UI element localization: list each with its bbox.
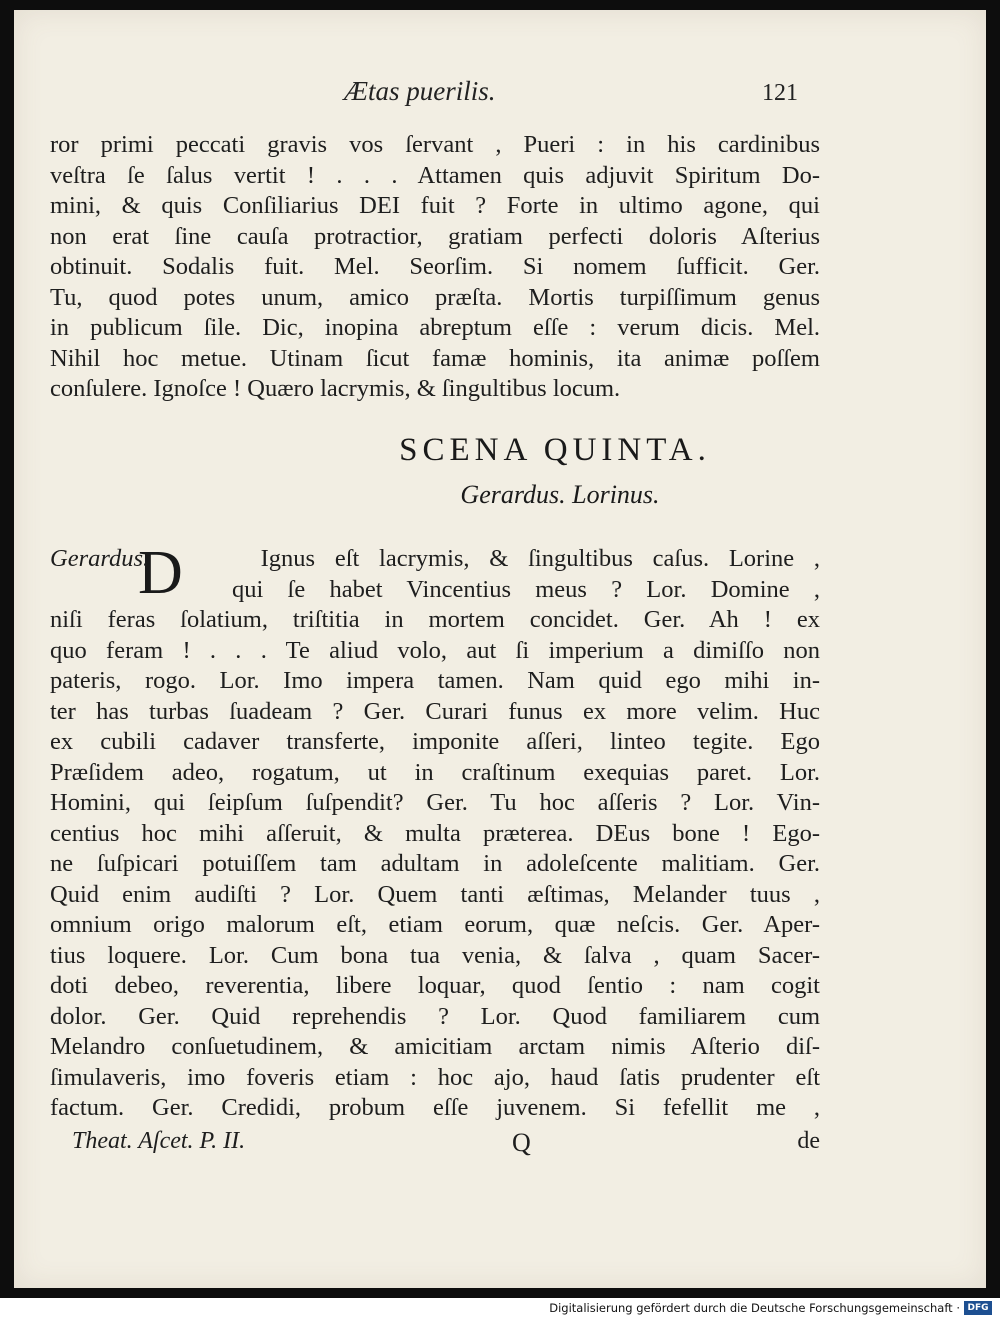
text-line: in publicum ſile. Dic, inopina abreptum eſſe : verum dicis. Mel.	[50, 314, 820, 341]
dfg-logo-icon: DFG	[964, 1301, 992, 1315]
text-line: dolor. Ger. Quid reprehendis ? Lor. Quod familiarem cum	[50, 1002, 820, 1030]
text-line: tius loquere. Lor. Cum bona tua venia, & ſalva , quam Sacer-	[50, 941, 820, 969]
text-line: qui ſe habet Vincentius meus ? Lor. Domine ,	[232, 575, 820, 603]
text-line: ter has turbas ſuadeam ? Ger. Curari funus ex more velim. Huc	[50, 697, 820, 725]
text-line: ror primi peccati gravis vos ſervant , Pueri : in his cardinibus	[50, 131, 820, 158]
text-line: centius hoc mihi aſſeruit, & multa præterea. DEus bone ! Ego-	[50, 819, 820, 847]
text-line: non erat ſine cauſa protractior, gratiam perfecti doloris Aſterius	[50, 222, 820, 250]
page-header	[14, 76, 986, 116]
text-line: ex cubili cadaver transferte, imponite aſſeri, linteo tegite. Ego	[50, 728, 820, 755]
text-line: Nihil hoc metue. Utinam ſicut famæ hominis, ita animæ poſſem	[50, 344, 820, 372]
scene-title: SCENA QUINTA.	[399, 432, 711, 468]
scene-characters: Gerardus. Lorinus.	[460, 480, 660, 509]
text-line: Ignus eſt lacrymis, & ſingultibus caſus. Lorine ,	[260, 545, 821, 572]
text-line: Melandro conſuetudinem, & amicitiam arctam nimis Aſterio diſ-	[50, 1033, 820, 1060]
text-line: doti debeo, reverentia, libere loquar, quod ſentio : nam cogit	[50, 972, 820, 999]
drop-cap: D	[138, 539, 183, 607]
text-line: veſtra ſe ſalus vertit ! . . . Attamen quis adjuvit Spiritum Do-	[50, 161, 820, 189]
text-line: quo feram ! . . . Te aliud volo, aut ſi imperium a dimiſſo non	[50, 636, 820, 664]
lead-paragraph	[50, 130, 820, 405]
text-line: obtinuit. Sodalis fuit. Mel. Seorſim. Si nomem ſufficit. Ger.	[50, 253, 820, 280]
text-line: pateris, rogo. Lor. Imo impera tamen. Nam quid ego mihi in-	[50, 667, 820, 694]
text-line: Homini, qui ſeipſum ſuſpendit? Ger. Tu hoc aſſeris ? Lor. Vin-	[50, 789, 820, 816]
text-line: omnium origo malorum eſt, etiam eorum, quæ neſcis. Ger. Aper-	[50, 911, 820, 938]
funding-text: Digitalisierung gefördert durch die Deutsche Forschungsgemeinschaft ·	[549, 1301, 960, 1315]
text-line: Præſidem adeo, rogatum, ut in craſtinum exequias paret. Lor.	[50, 758, 820, 786]
page-footer	[72, 1128, 820, 1160]
text-line: factum. Ger. Credidi, probum eſſe juvenem. Si fefellit me ,	[50, 1094, 820, 1121]
speaker-name: Gerardus.	[50, 545, 150, 572]
text-line: Tu, quod potes unum, amico præſta. Mortis turpiſſimum genus	[50, 283, 820, 311]
catchword: de	[797, 1128, 820, 1154]
book-page	[14, 10, 986, 1288]
first-dialogue-line	[50, 544, 820, 575]
text-line: ſimulaveris, imo foveris etiam : hoc ajo, haud ſatis prudenter eſt	[50, 1063, 820, 1091]
text-line: ne ſuſpicari potuiſſem tam adultam in adoleſcente malitiam. Ger.	[50, 850, 820, 877]
signature-mark: Q	[512, 1128, 531, 1157]
text-line: niſi feras ſolatium, triſtitia in mortem concidet. Ger. Ah ! ex	[50, 606, 820, 633]
text-line: Quid enim audiſti ? Lor. Quem tanti æſtimas, Melander tuus ,	[50, 880, 820, 908]
signature-line: Theat. Aſcet. P. II.	[72, 1128, 246, 1154]
running-head: Ætas puerilis.	[344, 76, 496, 106]
funding-bar	[0, 1298, 1000, 1319]
text-line: mini, & quis Conſiliarius DEI fuit ? Forte in ultimo agone, qui	[50, 192, 820, 219]
page-number: 121	[762, 80, 798, 106]
dialogue-paragraph	[50, 539, 821, 1124]
text-line: conſulere. Ignoſce ! Quæro lacrymis, & ſingultibus locum.	[50, 375, 621, 402]
